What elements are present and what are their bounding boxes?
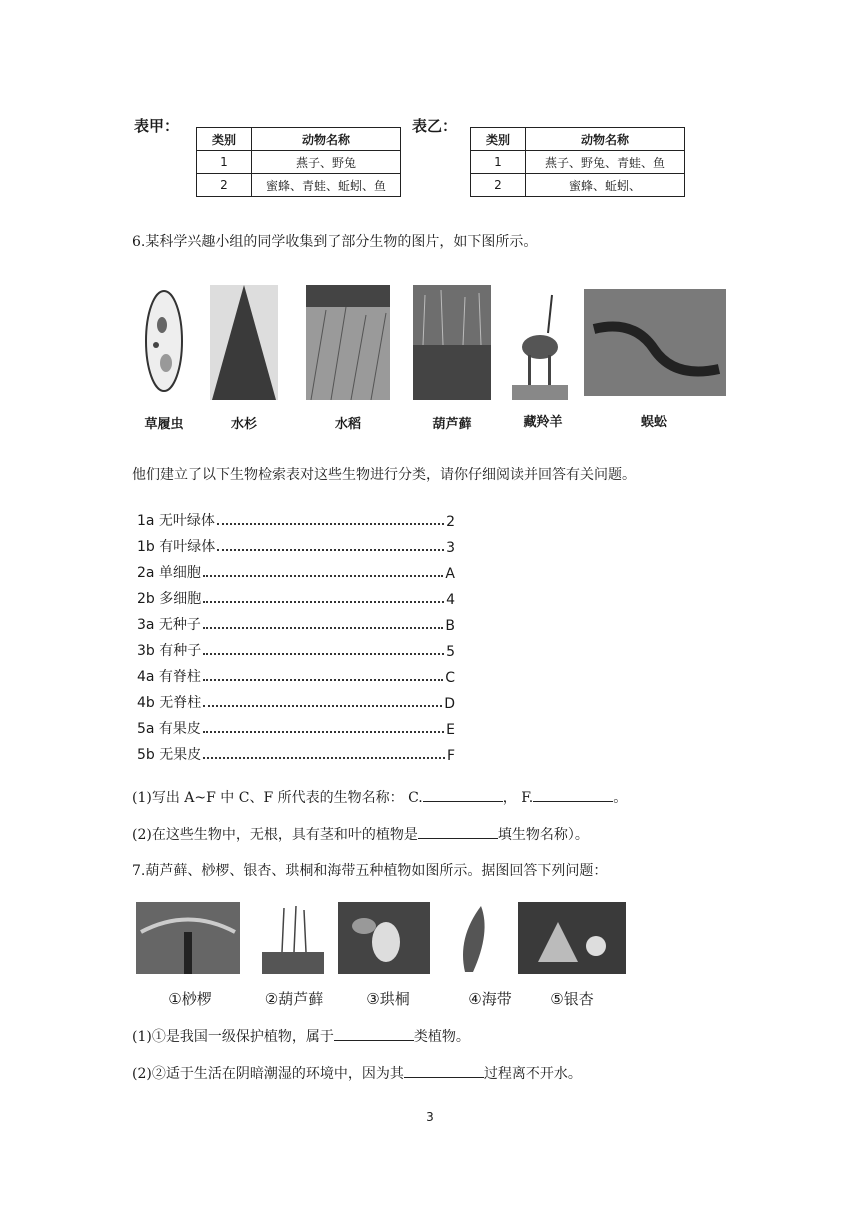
key-target: 3 <box>446 540 455 556</box>
key-line <box>137 664 455 686</box>
key-label: 4b 无脊柱 <box>137 695 202 711</box>
q6-1-separator: ， <box>502 790 517 806</box>
q6-1-end: 。 <box>613 790 628 806</box>
leader-dots <box>217 549 444 551</box>
table-header: 动物名称 <box>526 128 685 151</box>
q6-2-suffix: 填生物名称）。 <box>497 827 589 843</box>
answer-blank[interactable] <box>404 1063 484 1078</box>
key-label: 1b 有叶绿体 <box>137 539 216 555</box>
caption-kelp: ④海带 <box>468 990 512 1008</box>
key-line <box>137 560 455 582</box>
key-target: A <box>445 566 455 582</box>
leader-dots <box>203 653 444 655</box>
table-jia <box>196 127 401 197</box>
key-line <box>137 742 455 764</box>
caption-moss-plant: ②葫芦藓 <box>264 990 324 1008</box>
q7-2-prompt: (2)②适于生活在阴暗潮湿的环境中，因为其 <box>132 1066 404 1082</box>
q6-intro: 6.某科学兴趣小组的同学收集到了部分生物的图片，如下图所示。 <box>132 234 538 250</box>
page-number: 3 <box>426 1110 434 1124</box>
key-line <box>137 586 455 608</box>
caption-tree-fern: ①桫椤 <box>168 990 212 1008</box>
key-target: F <box>446 748 455 764</box>
table-yi <box>470 127 685 197</box>
q7-1-prompt: (1)①是我国一级保护植物，属于 <box>132 1029 334 1045</box>
leader-dots <box>217 523 444 525</box>
key-target: B <box>445 618 455 634</box>
kelp-image <box>451 902 499 974</box>
key-label: 4a 有脊柱 <box>137 669 201 685</box>
q6-1-f-label: F. <box>521 790 534 806</box>
table-header: 类别 <box>197 128 252 151</box>
key-target: E <box>446 722 455 738</box>
q6-key-instruction: 他们建立了以下生物检索表对这些生物进行分类，请你仔细阅读并回答有关问题。 <box>132 467 636 483</box>
key-target: D <box>444 696 455 712</box>
leader-dots <box>203 705 442 707</box>
key-label: 5a 有果皮 <box>137 721 201 737</box>
table-jia-label: 表甲： <box>134 117 180 135</box>
paramecium-image <box>138 285 190 397</box>
key-label: 3a 无种子 <box>137 617 201 633</box>
table-cell: 燕子、野兔、青蛙、鱼 <box>526 151 685 174</box>
key-line <box>137 534 455 556</box>
centipede-image <box>584 289 726 396</box>
q6-1-c-label: C. <box>408 790 423 806</box>
caption-paramecium: 草履虫 <box>144 417 184 432</box>
metasequoia-image <box>210 285 278 400</box>
key-target: 2 <box>446 514 455 530</box>
key-label: 1a 无叶绿体 <box>137 513 215 529</box>
key-target: 5 <box>446 644 455 660</box>
key-line <box>137 690 455 712</box>
q6-subquestion-1 <box>132 787 627 808</box>
table-header: 动物名称 <box>252 128 401 151</box>
key-line <box>137 508 455 530</box>
q6-subquestion-2 <box>132 824 589 845</box>
caption-moss: 葫芦藓 <box>432 417 472 432</box>
q7-1-suffix: 类植物。 <box>413 1029 470 1045</box>
key-label: 5b 无果皮 <box>137 747 202 763</box>
caption-antelope: 藏羚羊 <box>523 415 563 430</box>
leader-dots <box>203 601 444 603</box>
tree-fern-image <box>136 902 240 974</box>
caption-metasequoia: 水杉 <box>230 417 257 432</box>
key-line <box>137 716 455 738</box>
leader-dots <box>203 679 443 681</box>
answer-blank-f[interactable] <box>533 787 613 802</box>
table-cell: 燕子、野兔 <box>252 151 401 174</box>
table-header: 类别 <box>471 128 526 151</box>
key-label: 3b 有种子 <box>137 643 202 659</box>
q7-2-suffix: 过程离不开水。 <box>483 1066 582 1082</box>
answer-blank[interactable] <box>418 824 498 839</box>
answer-blank[interactable] <box>334 1026 414 1041</box>
leader-dots <box>203 575 443 577</box>
key-target: C <box>445 670 455 686</box>
ginkgo-image <box>518 902 626 974</box>
answer-blank-c[interactable] <box>423 787 503 802</box>
moss-image <box>413 285 491 400</box>
table-cell: 蜜蜂、青蛙、蚯蚓、鱼 <box>252 174 401 197</box>
table-cell: 2 <box>471 174 526 197</box>
dove-tree-image <box>338 902 430 974</box>
caption-centipede: 蜈蚣 <box>640 415 667 430</box>
caption-ginkgo: ⑤银杏 <box>550 990 594 1008</box>
table-cell: 2 <box>197 174 252 197</box>
table-cell: 1 <box>197 151 252 174</box>
q7-intro: 7.葫芦藓、桫椤、银杏、珙桐和海带五种植物如图所示。据图回答下列问题： <box>132 863 608 879</box>
q6-1-prompt: (1)写出 A~F 中 C、F 所代表的生物名称： <box>132 790 404 806</box>
table-cell: 蜜蜂、蚯蚓、 <box>526 174 685 197</box>
leader-dots <box>203 757 445 759</box>
q7-subquestion-2 <box>132 1063 582 1084</box>
leader-dots <box>203 731 444 733</box>
q6-2-prompt: (2)在这些生物中，无根，具有茎和叶的植物是 <box>132 827 418 843</box>
leader-dots <box>203 627 443 629</box>
antelope-image <box>512 285 568 400</box>
key-label: 2b 多细胞 <box>137 591 202 607</box>
table-cell: 1 <box>471 151 526 174</box>
rice-image <box>306 285 390 400</box>
table-yi-label: 表乙： <box>412 117 458 135</box>
key-target: 4 <box>446 592 455 608</box>
key-line <box>137 612 455 634</box>
caption-rice: 水稻 <box>334 417 361 432</box>
key-line <box>137 638 455 660</box>
caption-dove-tree: ③珙桐 <box>366 990 410 1008</box>
q7-subquestion-1 <box>132 1026 470 1047</box>
moss-plant-image <box>262 902 324 974</box>
key-label: 2a 单细胞 <box>137 565 201 581</box>
